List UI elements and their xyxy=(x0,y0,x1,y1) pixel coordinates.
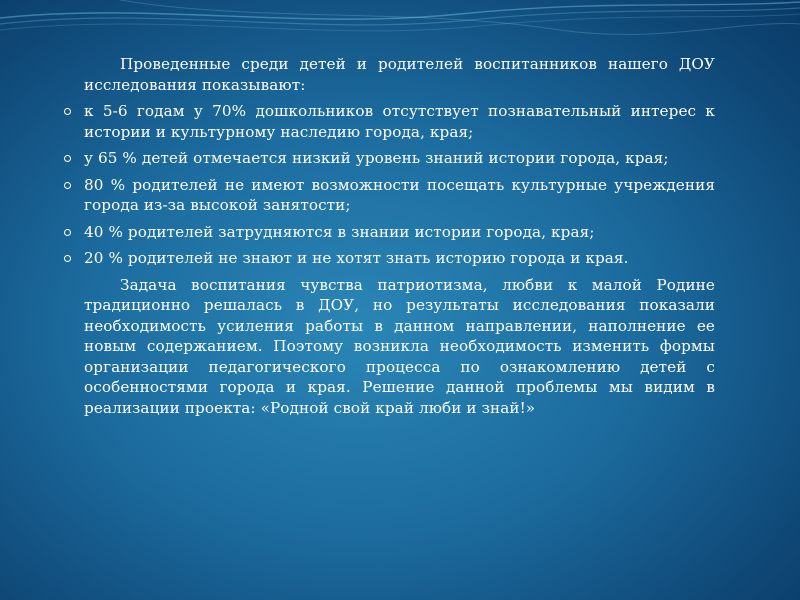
list-item-text: у 65 % детей отмечается низкий уровень знаний истории города, края; xyxy=(84,149,669,167)
list-item-text: 20 % родителей не знают и не хотят знать историю города и края. xyxy=(84,249,629,267)
slide-content xyxy=(70,54,715,418)
list-item-text: 40 % родителей затрудняются в знании истории города, края; xyxy=(84,222,595,241)
list-item-text: к 5-6 годам у 70% дошкольников отсутствует познавательный интерес к истории и культурному наследию города, края; xyxy=(84,102,715,141)
list-item-text: 80 % родителей не имеют возможности посещать культурные учреждения города из-за высокой занятости; xyxy=(84,175,715,214)
circle-bullet-icon xyxy=(64,182,71,189)
conclusion-paragraph: Задача воспитания чувства патриотизма, любви к малой Родине традиционно решалась в ДОУ, но результаты исследования показали необходимость усиления работы в данном направлении, наполнение ее новым содержанием. Поэтому возникла необходимость изменить формы организации педагогического процесса по ознакомлению детей с особенностями города и края. Решение данной проблемы мы видим в реализации проекта: «Родной свой край люби и знай!» xyxy=(84,275,715,417)
intro-paragraph: Проведенные среди детей и родителей воспитанников нашего ДОУ исследования показывают: xyxy=(84,55,715,94)
list-item xyxy=(70,175,715,216)
circle-bullet-icon xyxy=(64,155,71,162)
circle-bullet-icon xyxy=(64,108,71,115)
list-item xyxy=(70,101,715,142)
circle-bullet-icon xyxy=(64,255,71,262)
list-item xyxy=(70,148,715,169)
list-item xyxy=(70,222,715,243)
circle-bullet-icon xyxy=(64,229,71,236)
findings-list xyxy=(70,101,715,269)
list-item xyxy=(70,248,715,269)
